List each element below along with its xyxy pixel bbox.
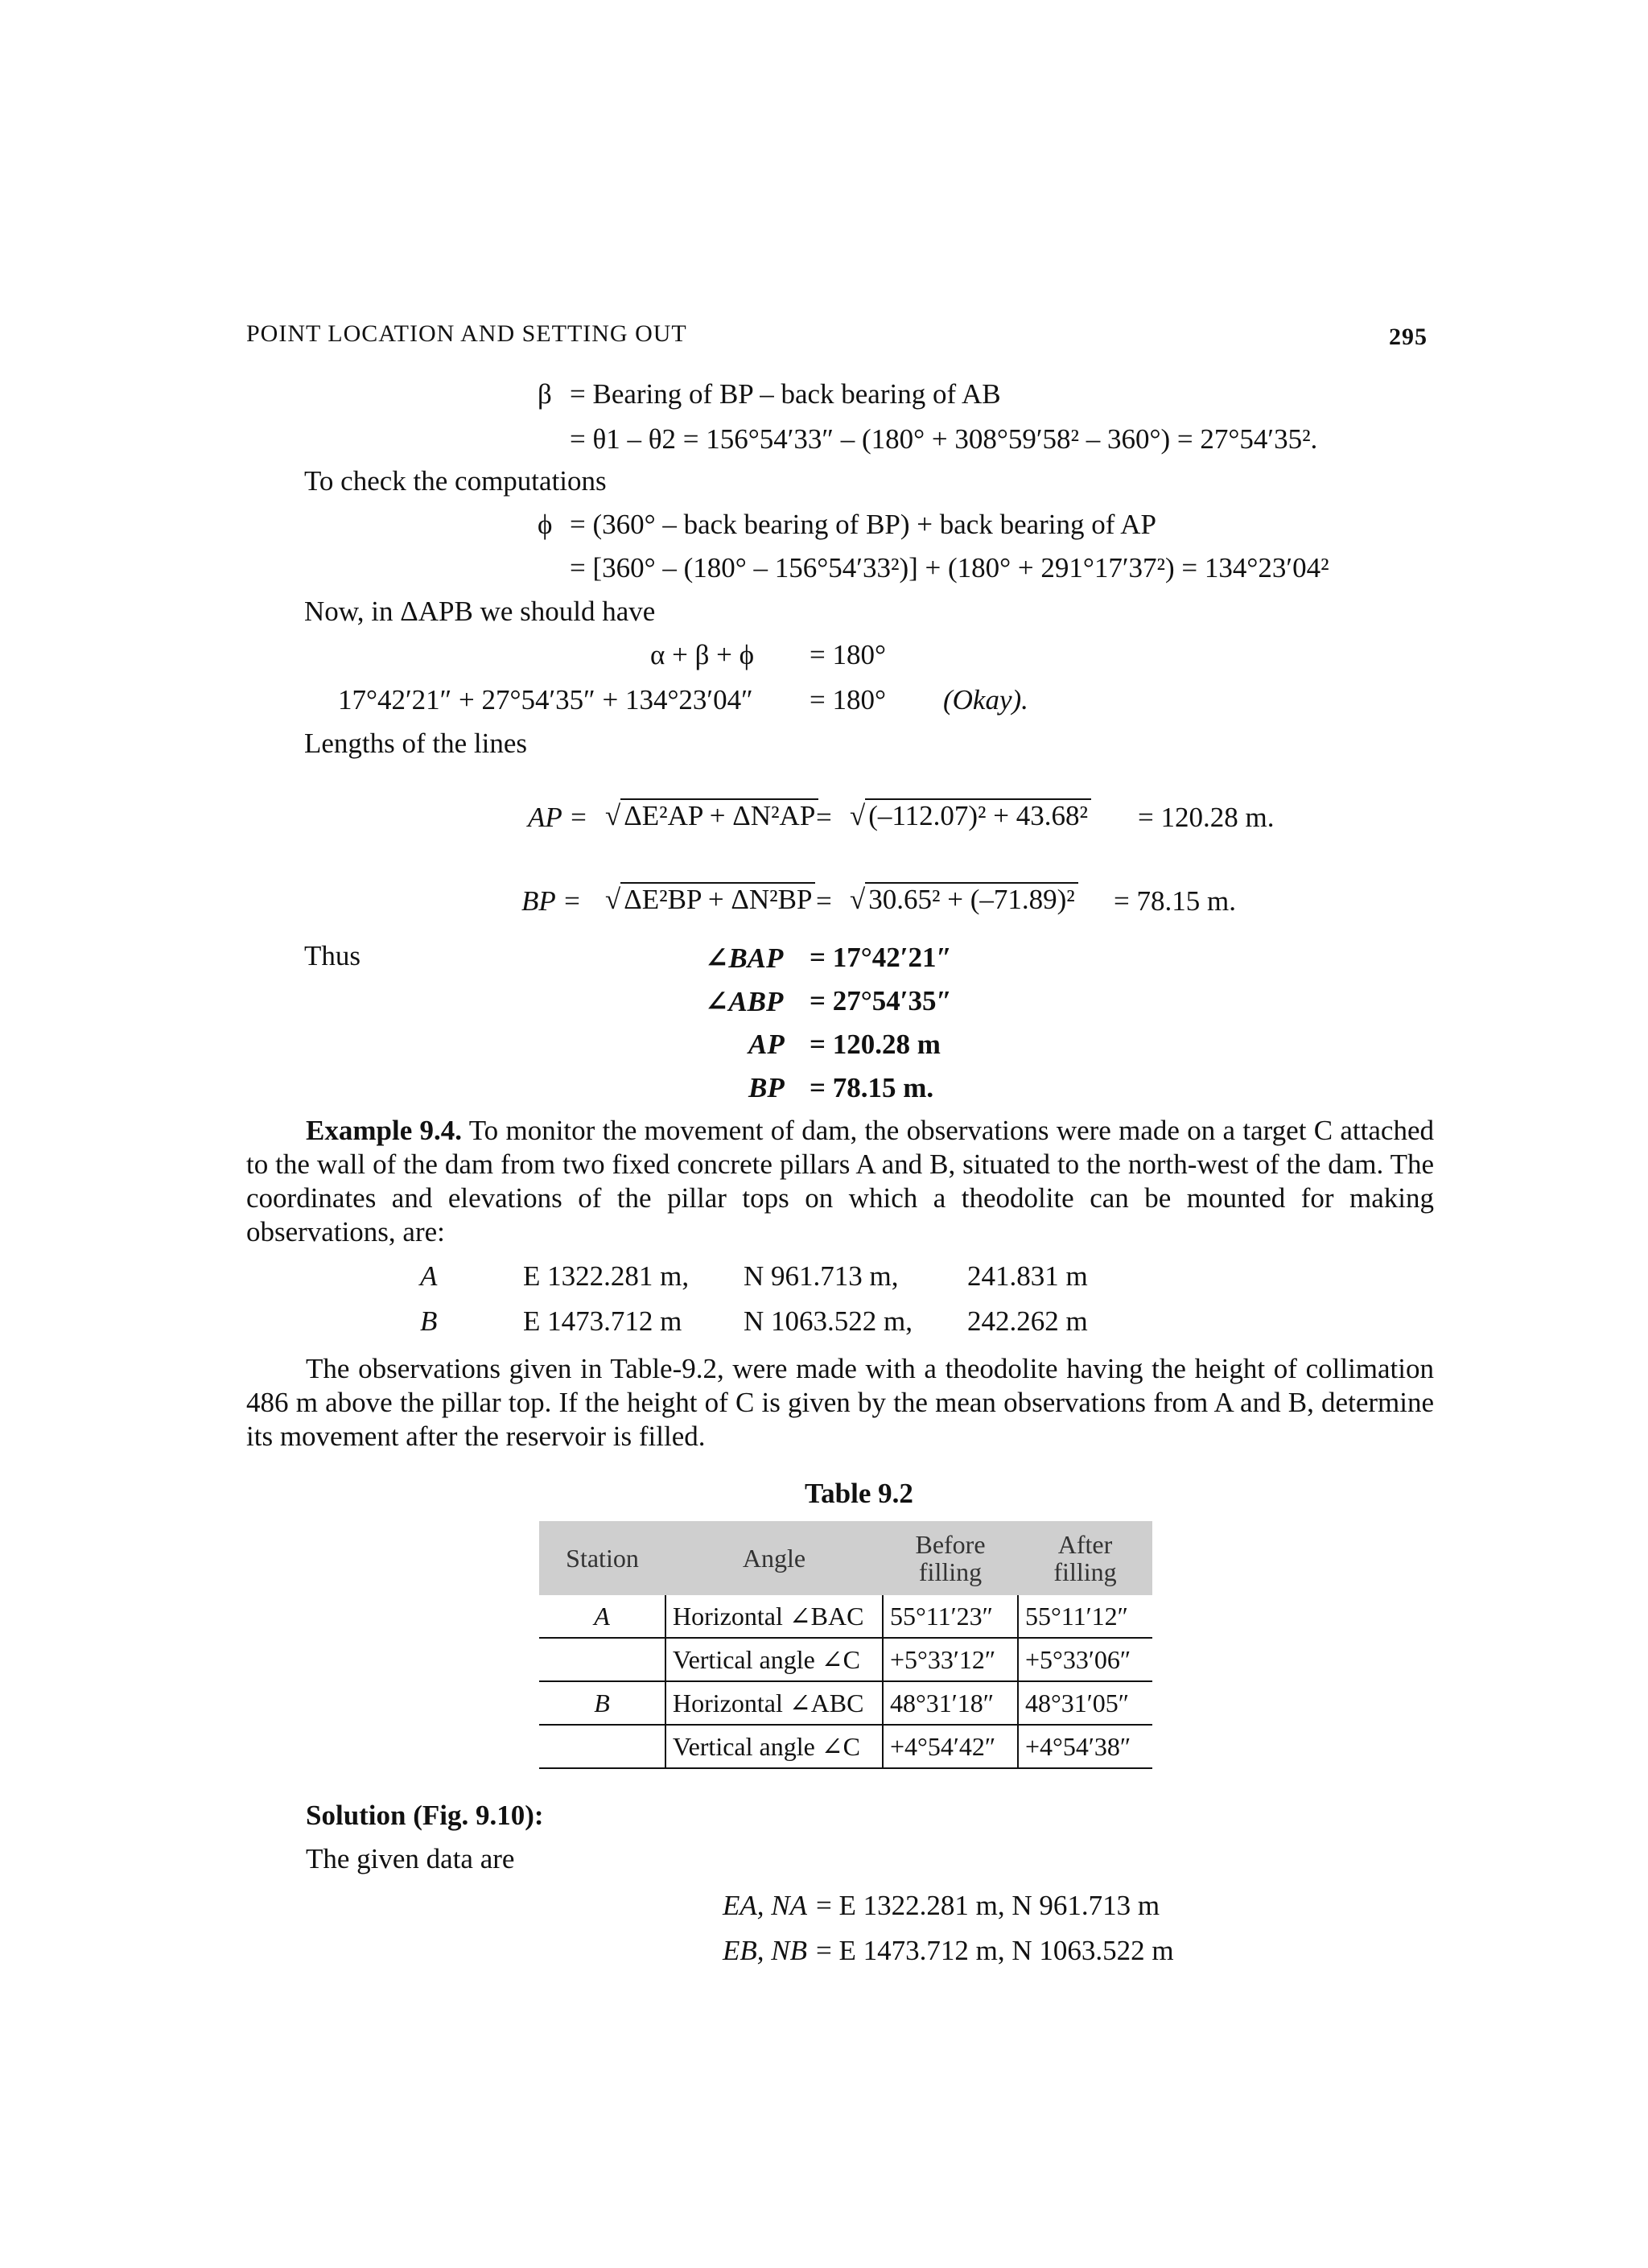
table-row	[539, 1725, 1152, 1768]
ap-values-radicand: (–112.07)² + 43.68²	[865, 798, 1091, 832]
thus-lhs-bp: BP	[748, 1072, 785, 1103]
cell-angle: Vertical angle ∠C	[665, 1725, 883, 1768]
thus-lhs-bap: ∠BAP	[705, 942, 784, 974]
table-caption: Table 9.2	[805, 1478, 913, 1509]
observations-table	[539, 1521, 1152, 1769]
pillar-b-northing: N 1063.522 m,	[744, 1305, 913, 1337]
table-row	[539, 1681, 1152, 1725]
numeric-sum-rhs: = 180°	[810, 684, 886, 715]
solution-lhs-a: EA, NA	[723, 1890, 807, 1921]
pillar-a-northing: N 961.713 m,	[744, 1260, 899, 1292]
phi-line-1: = (360° – back bearing of BP) + back bearing of AP	[570, 509, 1157, 540]
header-before: Before filling	[883, 1521, 1018, 1595]
pillar-b-name: B	[420, 1305, 438, 1337]
cell-station: B	[539, 1681, 665, 1725]
ap-lhs: AP =	[528, 802, 588, 833]
header-angle: Angle	[665, 1521, 883, 1595]
table-row	[539, 1595, 1152, 1638]
pillar-a-name: A	[420, 1260, 438, 1292]
ap-formula: √ ΔE²AP + ΔN²AP	[605, 798, 818, 832]
cell-after: 55°11′12″	[1018, 1595, 1152, 1638]
ap-formula-radicand: ΔE²AP + ΔN²AP	[620, 798, 818, 832]
solution-intro: The given data are	[306, 1843, 515, 1874]
cell-after: +5°33′06″	[1018, 1638, 1152, 1681]
pillar-a-easting: E 1322.281 m,	[523, 1260, 690, 1292]
cell-after: 48°31′05″	[1018, 1681, 1152, 1725]
phi-line-2: = [360° – (180° – 156°54′33²)] + (180° + 291°17′37²) = 134°23′04²	[570, 552, 1329, 583]
check-intro: To check the computations	[304, 465, 607, 497]
table-row	[539, 1638, 1152, 1681]
lengths-intro: Lengths of the lines	[304, 728, 528, 759]
cell-before: 55°11′23″	[883, 1595, 1018, 1638]
thus-rhs-ap: = 120.28 m	[810, 1029, 941, 1060]
cell-station	[539, 1638, 665, 1681]
pillar-b-easting: E 1473.712 m	[523, 1305, 682, 1337]
okay-note: (Okay).	[943, 684, 1028, 715]
page-number: 295	[1389, 324, 1428, 350]
thus-rhs-bap: = 17°42′21″	[810, 942, 952, 973]
angle-sum-rhs: = 180°	[810, 639, 886, 670]
thus-lhs-abp: ∠ABP	[705, 986, 784, 1017]
phi-symbol: ϕ	[538, 509, 553, 540]
bp-values: √ 30.65² + (–71.89)²	[850, 882, 1078, 916]
numeric-sum-lhs: 17°42′21″ + 27°54′35″ + 134°23′04″	[338, 684, 753, 715]
cell-angle: Vertical angle ∠C	[665, 1638, 883, 1681]
running-header: POINT LOCATION AND SETTING OUT	[246, 320, 687, 347]
example-text: To monitor the movement of dam, the observations were made on a target C attached to the wall of the dam from two fixed concrete pillars A and B, situated to the north-west of the dam. The coordinates and elevations of the pillar tops on which a theodolite can be mounted for making observations, are:	[246, 1115, 1434, 1247]
header-station: Station	[539, 1521, 665, 1595]
ap-result: = 120.28 m.	[1138, 802, 1275, 833]
cell-station	[539, 1725, 665, 1768]
triangle-intro: Now, in ΔAPB we should have	[304, 596, 656, 627]
cell-angle: Horizontal ∠ABC	[665, 1681, 883, 1725]
thus-lhs-ap: AP	[748, 1029, 785, 1060]
cell-before: 48°31′18″	[883, 1681, 1018, 1725]
thus-rhs-abp: = 27°54′35″	[810, 985, 952, 1016]
thus-label: Thus	[304, 940, 360, 971]
ap-values: √ (–112.07)² + 43.68²	[850, 798, 1091, 832]
bp-equals: =	[816, 885, 832, 917]
solution-rhs-b: = E 1473.712 m, N 1063.522 m	[816, 1935, 1174, 1966]
solution-lhs-b: EB, NB	[723, 1935, 807, 1966]
example-paragraph	[246, 1114, 1434, 1249]
bp-lhs: BP =	[521, 885, 582, 917]
bp-values-radicand: 30.65² + (–71.89)²	[865, 882, 1078, 916]
angle-sum-lhs: α + β + ϕ	[650, 639, 755, 670]
example-lead: Example 9.4.	[306, 1115, 463, 1146]
table-header-row	[539, 1521, 1152, 1595]
thus-rhs-bp: = 78.15 m.	[810, 1072, 934, 1103]
header-after: After filling	[1018, 1521, 1152, 1595]
ap-equals: =	[816, 802, 832, 833]
bp-formula-radicand: ΔE²BP + ΔN²BP	[620, 882, 815, 916]
pillar-b-elevation: 242.262 m	[967, 1305, 1088, 1337]
beta-line-1: = Bearing of BP – back bearing of AB	[570, 378, 1001, 410]
beta-line-2: = θ1 – θ2 = 156°54′33″ – (180° + 308°59′58² – 360°) = 27°54′35².	[570, 423, 1318, 455]
observations-paragraph: The observations given in Table-9.2, were made with a theodolite having the height of collimation 486 m above the pillar top. If the height of C is given by the mean observations from A and B, determine its movement after the reservoir is filled.	[246, 1353, 1434, 1452]
cell-before: +4°54′42″	[883, 1725, 1018, 1768]
pillar-a-elevation: 241.831 m	[967, 1260, 1088, 1292]
solution-rhs-a: = E 1322.281 m, N 961.713 m	[816, 1890, 1160, 1921]
bp-formula: √ ΔE²BP + ΔN²BP	[605, 882, 815, 916]
solution-heading: Solution (Fig. 9.10):	[306, 1800, 544, 1831]
bp-result: = 78.15 m.	[1114, 885, 1236, 917]
cell-before: +5°33′12″	[883, 1638, 1018, 1681]
beta-symbol: β	[538, 378, 552, 410]
cell-after: +4°54′38″	[1018, 1725, 1152, 1768]
cell-station: A	[539, 1595, 665, 1638]
cell-angle: Horizontal ∠BAC	[665, 1595, 883, 1638]
